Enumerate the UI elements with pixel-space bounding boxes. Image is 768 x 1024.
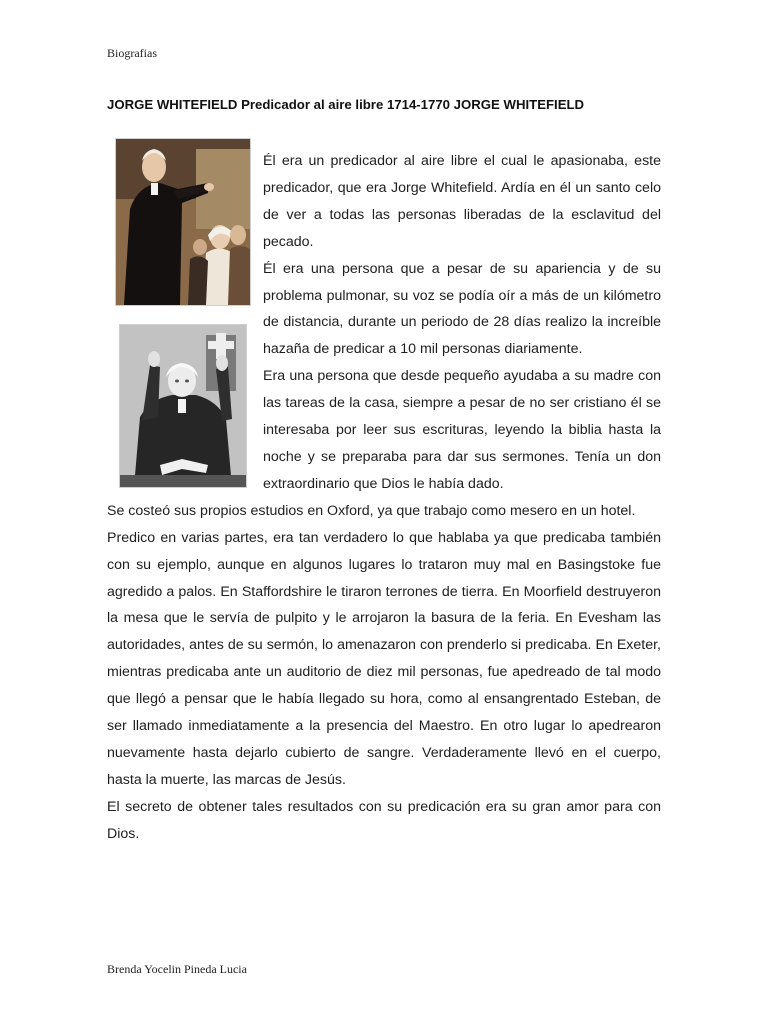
paragraph-2: Él era una persona que a pesar de su apariencia y de su problema pulmonar, su voz se podía oír a más de un kilómetro de distancia, durante un periodo de 28 días realizo la increíble hazaña de predicar a 10 mil personas diariamente. <box>263 260 661 358</box>
paragraph-6: El secreto de obtener tales resultados con su predicación era su gran amor para con Dios. <box>107 798 661 842</box>
paragraph-1: Él era un predicador al aire libre el cual le apasionaba, este predicador, que era Jorge Whitefield. Ardía en él un santo celo de ver a todas las personas liberadas de la esclavitud del pecado. <box>263 153 661 250</box>
whitefield-arms-raised-engraving <box>119 324 247 488</box>
paragraph-4: Se costeó sus propios estudios en Oxford, ya que trabajo como mesero en un hotel. <box>107 502 636 519</box>
paragraph-5: Predico en varias partes, era tan verdadero lo que hablaba ya que predicaba también con su ejemplo, aunque en algunos lugares lo trataron muy mal en Basingstoke fue agredido a palos. En Staffordshire le tiraron terrones de tierra. En Moorfield destruyeron la mesa que le servía de pulpito y le arrojaron la basura de la feria. En Evesham las autoridades, antes de su sermón, lo amenazaron con prenderlo si predicaba. En Exeter, mientras predicaba ante un auditorio de diez mil personas, fue apedreado de tal modo que llegó a pensar que le había llegado su hora, como al ensangrentado Esteban, de ser llamado inmediatamente a la presencia del Maestro. En otro lugar lo apedrearon nuevamente hasta dejarlo cubierto de sangre. Verdaderamente llevó en el cuerpo, hasta la muerte, las marcas de Jesús. <box>107 529 661 788</box>
document-body <box>107 148 661 848</box>
document-title: JORGE WHITEFIELD Predicador al aire libre 1714-1770 JORGE WHITEFIELD <box>107 97 585 112</box>
whitefield-preaching-painting <box>115 138 251 306</box>
paragraph-3: Era una persona que desde pequeño ayudaba a su madre con las tareas de la casa, siempre a pesar de no ser cristiano él se interesaba por leer sus escrituras, leyendo la biblia hasta la noche y se preparaba para dar sus sermones. Tenía un don extraordinario que Dios le había dado. <box>263 368 661 492</box>
page-footer-author: Brenda Yocelin Pineda Lucia <box>107 962 247 976</box>
page-header: Biografias <box>107 46 157 60</box>
